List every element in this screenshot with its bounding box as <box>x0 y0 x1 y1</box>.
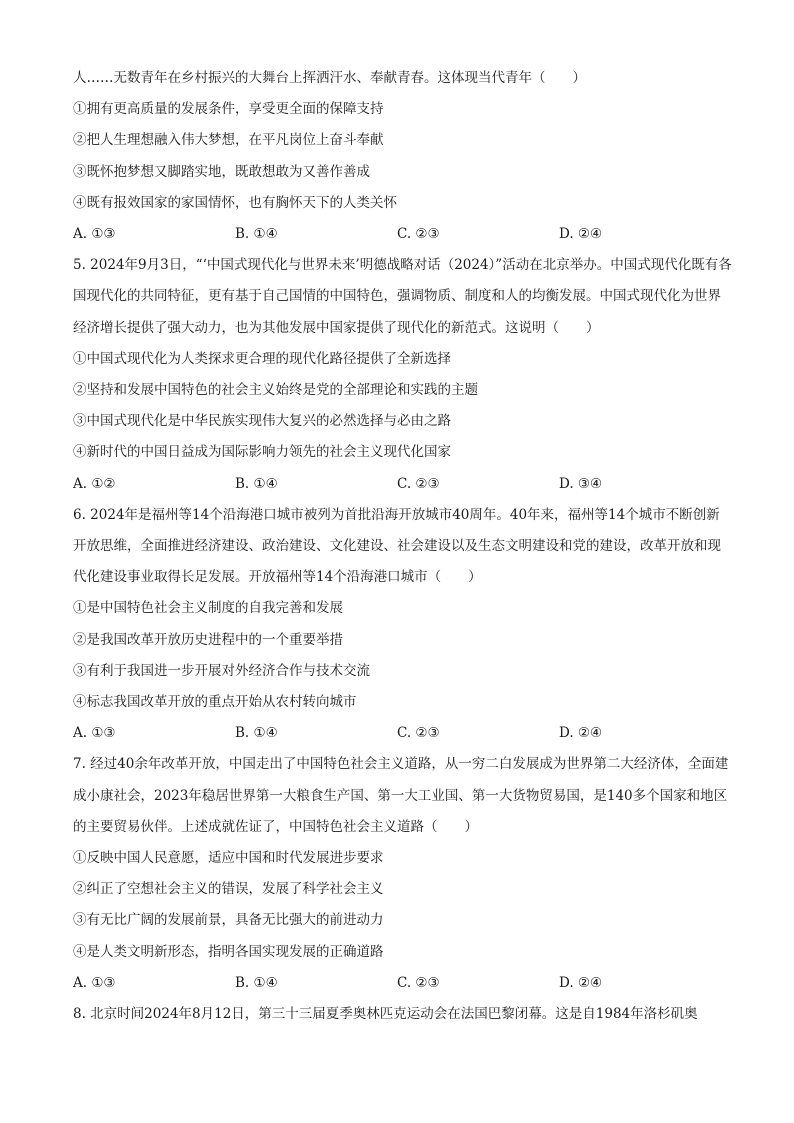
q4-option-b: B. ①④ <box>235 226 278 243</box>
q7-statement-3: ③有无比广阔的发展前景，具备无比强大的前进动力 <box>73 912 384 929</box>
q4-statement-3: ③既怀抱梦想又脚踏实地，既敢想敢为又善作善成 <box>73 163 370 180</box>
q4-option-a: A. ①③ <box>73 226 116 243</box>
q4-statement-4: ④既有报效国家的家国情怀，也有胸怀天下的人类关怀 <box>73 194 397 211</box>
q6-statement-4: ④标志我国改革开放的重点开始从农村转向城市 <box>73 694 357 711</box>
question-content <box>73 63 733 1030</box>
q6-option-d: D. ②④ <box>559 725 603 742</box>
q5-option-b: B. ①④ <box>235 475 278 492</box>
q7-stem: 7. 经过40余年改革开放，中国走出了中国特色社会主义道路，从一穷二白发展成为世界第二大经济体，全面建成小康社会，2023年稳居世界第一大粮食生产国、第一大工业国、第一大货物贸易国，是140多个国家和地区的主要贸易伙伴。上述成就佐证了，中国特色社会主义道路（ ） <box>73 756 729 835</box>
q6-option-a: A. ①③ <box>73 725 116 742</box>
q6-statement-2: ②是我国改革开放历史进程中的一个重要举措 <box>73 631 343 648</box>
q4-option-d: D. ②④ <box>559 226 603 243</box>
q5-statement-3: ③中国式现代化是中华民族实现伟大复兴的必然选择与必由之路 <box>73 413 451 430</box>
q6-options <box>73 718 733 749</box>
q7-option-d: D. ②④ <box>559 974 603 991</box>
q5-statement-1: ①中国式现代化为人类探求更合理的现代化路径提供了全新选择 <box>73 350 451 367</box>
q4-option-c: C. ②③ <box>397 226 440 243</box>
q7-statement-1: ①反映中国人民意愿，适应中国和时代发展进步要求 <box>73 850 384 867</box>
q5-statement-2: ②坚持和发展中国特色的社会主义始终是党的全部理论和实践的主题 <box>73 382 478 399</box>
q7-option-a: A. ①③ <box>73 974 116 991</box>
q7-option-b: B. ①④ <box>235 974 278 991</box>
q6-statement-1: ①是中国特色社会主义制度的自我完善和发展 <box>73 600 343 617</box>
q8-stem-start: 8. 北京时间2024年8月12日，第三十三届夏季奥林匹克运动会在法国巴黎闭幕。这是自1984年洛杉矶奥 <box>73 1006 698 1023</box>
q5-option-c: C. ②③ <box>397 475 440 492</box>
q7-options <box>73 968 733 999</box>
q6-statement-3: ③有利于我国进一步开展对外经济合作与技术交流 <box>73 662 370 679</box>
q5-options <box>73 469 733 500</box>
q7-option-c: C. ②③ <box>397 974 440 991</box>
q4-options <box>73 219 733 250</box>
q5-option-d: D. ③④ <box>559 475 603 492</box>
q6-option-c: C. ②③ <box>397 725 440 742</box>
q7-statement-4: ④是人类文明新形态，指明各国实现发展的正确道路 <box>73 943 384 960</box>
q5-statement-4: ④新时代的中国日益成为国际影响力领先的社会主义现代化国家 <box>73 444 451 461</box>
q5-stem: 5. 2024年9月3日，“‘中国式现代化与世界未来’明德战略对话（2024）”活动在北京举办。中国式现代化既有各国现代化的共同特征，更有基于自己国情的中国特色，强调物质、制度和人的均衡发展。中国式现代化为世界经济增长提供了强大动力，也为其他发展中国家提供了现代化的新范式。这说明（ ） <box>73 257 732 336</box>
q4-statement-2: ②把人生理想融入伟大梦想，在平凡岗位上奋斗奉献 <box>73 132 384 149</box>
q4-stem-tail: 人……无数青年在乡村振兴的大舞台上挥洒汗水、奉献青春。这体现当代青年（ ） <box>73 70 586 86</box>
q7-statement-2: ②纠正了空想社会主义的错误，发展了科学社会主义 <box>73 881 384 898</box>
q4-statement-1: ①拥有更高质量的发展条件，享受更全面的保障支持 <box>73 101 384 118</box>
q6-option-b: B. ①④ <box>235 725 278 742</box>
q5-option-a: A. ①② <box>73 475 116 492</box>
q6-stem: 6. 2024年是福州等14个沿海港口城市被列为首批沿海开放城市40周年。40年来，福州等14个城市不断创新开放思维，全面推进经济建设、政治建设、文化建设、社会建设以及生态文明建设和党的建设，改革开放和现代化建设事业取得长足发展。开放福州等14个沿海港口城市（ ） <box>73 506 721 586</box>
